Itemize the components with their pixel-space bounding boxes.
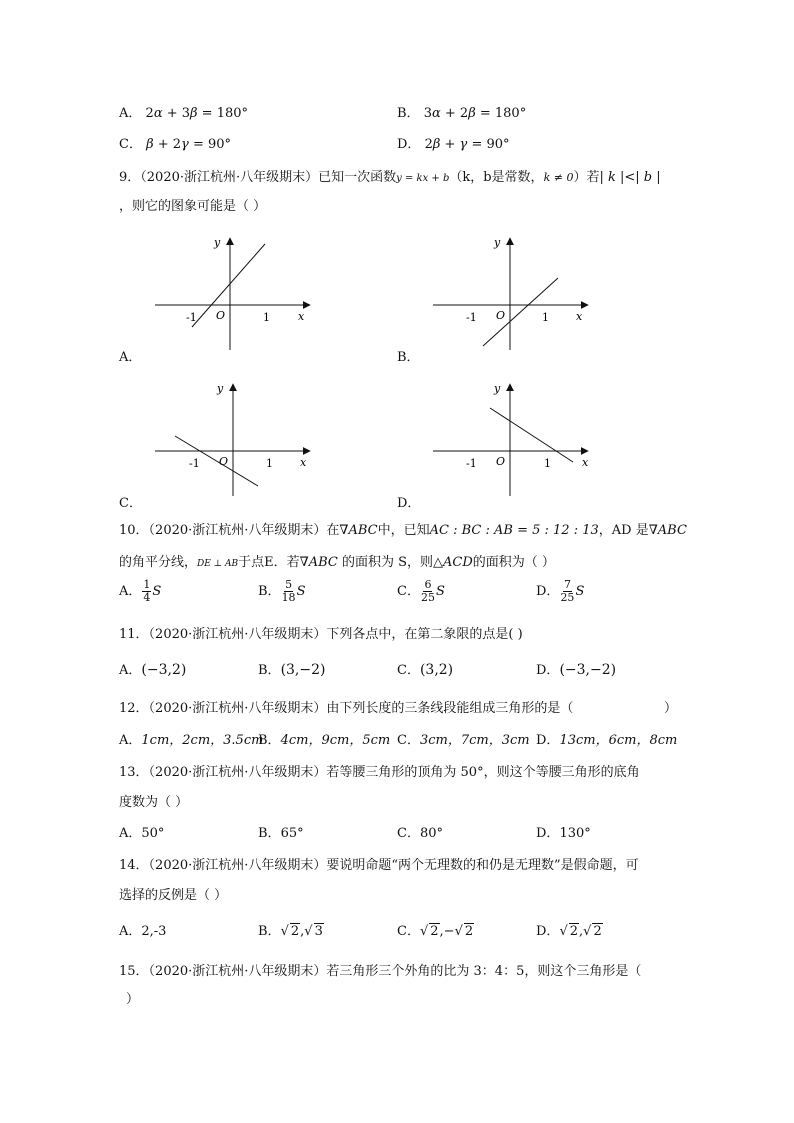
q10-option-a[interactable]: A． $\frac{1}{4}$ S [119, 578, 162, 604]
q10-option-c[interactable]: C． $\frac{6}{25}$ S [397, 578, 445, 604]
q9-option-b[interactable]: B． [397, 350, 420, 365]
fraction: $\frac{5}{18}$ [281, 578, 296, 604]
function-line [175, 436, 258, 486]
function-line [490, 408, 573, 462]
q9-option-c[interactable]: C． [119, 496, 142, 511]
x-label: x [582, 456, 589, 469]
tick-1: 1 [544, 457, 551, 470]
q12-option-b[interactable]: B．4cm，9cm，5cm [258, 733, 391, 748]
y-label: y [494, 382, 501, 395]
q9-graph-d [428, 378, 598, 500]
q13-option-a[interactable]: A．50° [119, 826, 165, 841]
q12-option-d[interactable]: D．13cm，6cm，8cm [536, 733, 678, 748]
q14-option-c[interactable]: C．√ 2,−√ 2 [397, 924, 474, 939]
option-formula: β + 2γ = 90° [146, 137, 232, 152]
q11-stem: 11．（2020·浙江杭州·八年级期末）下列各点中，在第二象限的点是( ) [119, 627, 523, 642]
q12-stem-end: ） [664, 701, 678, 716]
q10-option-b[interactable]: B． $\frac{5}{18}$ S [258, 578, 306, 604]
q12-option-a[interactable]: A．1cm，2cm，3.5cm [119, 733, 264, 748]
tick-1: 1 [263, 311, 270, 324]
q9-stem: 9．（2020·浙江杭州·八年级期末）已知一次函数y = kx + b（k，b是常数，k ≠ 0）若| k |<| b | [119, 170, 661, 185]
q8-option-d[interactable] [397, 133, 510, 152]
q11-option-d[interactable]: D．(−3,−2) [536, 662, 617, 678]
q11-option-a[interactable]: A．(−3,2) [119, 662, 187, 678]
q10-option-d[interactable]: D． $\frac{7}{25}$ S [536, 578, 585, 604]
option-letter: A． [119, 584, 142, 599]
q9-option-a[interactable]: A． [119, 350, 142, 365]
q11-option-c[interactable]: C．(3,2) [397, 662, 454, 678]
q14-stem-line2: 选择的反例是（ ） [119, 888, 228, 903]
x-label: x [298, 310, 305, 323]
option-letter: A． [119, 106, 142, 121]
y-label: y [214, 236, 221, 249]
fraction: $\frac{6}{25}$ [420, 578, 435, 604]
origin-label: O [496, 309, 506, 322]
option-letter: D． [397, 137, 421, 152]
q10-stem-line2: 的角平分线，DE ⊥ AB于点E．若∇ABC 的面积为 S，则△ACD的面积为（ ） [119, 555, 555, 570]
option-formula: 3α + 2β = 180° [423, 106, 527, 121]
tick-neg1: -1 [466, 457, 477, 470]
sqrt-icon: √ [454, 924, 463, 939]
q9-stem-line2: ，则它的图象可能是（ ） [119, 199, 267, 214]
q11-option-b[interactable]: B．(3,−2) [258, 662, 326, 678]
fraction: $\frac{1}{4}$ [143, 578, 151, 604]
q15-stem-line2: ） [126, 992, 140, 1007]
q14-option-a[interactable]: A．2,-3 [119, 924, 167, 939]
origin-label: O [216, 309, 226, 322]
y-label: y [217, 382, 224, 395]
q15-stem: 15．（2020·浙江杭州·八年级期末）若三角形三个外角的比为 3：4：5，则这个三角形是（ [119, 964, 642, 979]
q8-option-c[interactable] [119, 133, 231, 152]
q9-graph-c [150, 378, 320, 500]
q9-graph-a [150, 232, 320, 354]
q9-graph-b [428, 232, 598, 354]
q12-option-c[interactable]: C．3cm，7cm，3cm [397, 733, 530, 748]
y-label: y [494, 236, 501, 249]
origin-label: O [496, 455, 506, 468]
option-letter: C． [397, 584, 420, 599]
sqrt-icon: √ [559, 924, 568, 939]
x-label: x [300, 456, 307, 469]
function-line [192, 244, 265, 327]
option-letter: B． [397, 106, 420, 121]
tick-neg1: -1 [186, 311, 197, 324]
q13-option-b[interactable]: B．65° [258, 826, 304, 841]
q14-stem: 14．（2020·浙江杭州·八年级期末）要说明命题“两个无理数的和仍是无理数”是假命题，可 [119, 858, 639, 873]
option-formula: 2β + γ = 90° [424, 137, 510, 152]
tick-neg1: -1 [466, 311, 477, 324]
tick-1: 1 [542, 311, 549, 324]
fraction: $\frac{7}{25}$ [560, 578, 575, 604]
sqrt-icon: √ [304, 924, 313, 939]
tick-1: 1 [266, 457, 273, 470]
option-letter: C． [119, 137, 142, 152]
q13-stem-line2: 度数为（ ） [119, 795, 189, 810]
q12-stem: 12．（2020·浙江杭州·八年级期末）由下列长度的三条线段能组成三角形的是（ [119, 701, 574, 716]
q14-option-d[interactable]: D．√ 2,√ 2 [536, 924, 602, 939]
option-letter: D． [536, 584, 560, 599]
q8-option-a[interactable] [119, 102, 248, 121]
q8-option-b[interactable] [397, 102, 526, 121]
sqrt-icon: √ [280, 924, 289, 939]
origin-label: O [219, 455, 229, 468]
x-label: x [576, 310, 583, 323]
q10-stem: 10．（2020·浙江杭州·八年级期末）在∇ABC中，已知AC : BC : AB = 5 : 12 : 13，AD 是∇ABC [119, 523, 687, 538]
sqrt-icon: √ [419, 924, 429, 939]
q14-option-b[interactable]: B．√ 2,√ 3 [258, 924, 323, 939]
q13-option-d[interactable]: D．130° [536, 826, 591, 841]
option-letter: B． [258, 584, 281, 599]
q9-option-d[interactable]: D． [397, 496, 421, 511]
q13-stem: 13．（2020·浙江杭州·八年级期末）若等腰三角形的顶角为 50°，则这个等腰三角形的底角 [119, 765, 640, 780]
option-formula: 2α + 3β = 180° [145, 106, 249, 121]
q13-option-c[interactable]: C．80° [397, 826, 443, 841]
sqrt-icon: √ [583, 924, 592, 939]
tick-neg1: -1 [189, 457, 200, 470]
